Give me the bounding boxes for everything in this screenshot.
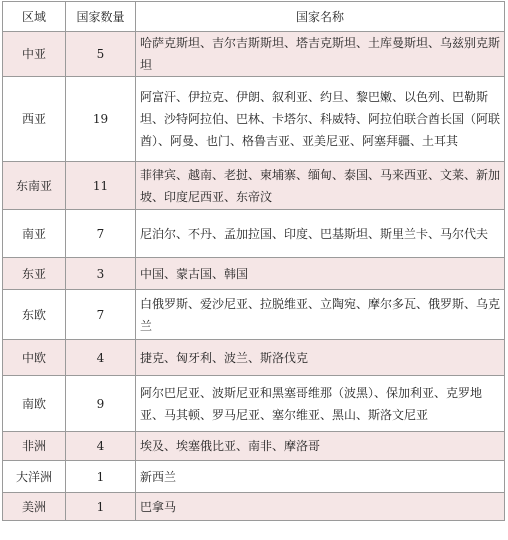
names-cell: 中国、蒙古国、韩国 [136, 258, 505, 290]
names-cell: 阿富汗、伊拉克、伊朗、叙利亚、约旦、黎巴嫩、以色列、巴勒斯坦、沙特阿拉伯、巴林、卡塔尔、科威特、阿拉伯联合酋长国（阿联酋）、阿曼、也门、格鲁吉亚、亚美尼亚、阿塞拜疆、土耳其 [136, 77, 505, 162]
header-region: 区域 [3, 2, 66, 32]
count-cell: 3 [66, 258, 136, 290]
table-row [3, 340, 505, 376]
names-cell: 巴拿马 [136, 493, 505, 521]
count-cell: 7 [66, 210, 136, 258]
region-cell: 西亚 [3, 77, 66, 162]
count-cell: 5 [66, 32, 136, 77]
region-country-table [2, 1, 505, 521]
count-cell: 4 [66, 432, 136, 461]
names-cell: 埃及、埃塞俄比亚、南非、摩洛哥 [136, 432, 505, 461]
table-row [3, 162, 505, 210]
table-row [3, 376, 505, 432]
names-cell: 阿尔巴尼亚、波斯尼亚和黑塞哥维那（波黑）、保加利亚、克罗地亚、马其顿、罗马尼亚、塞尔维亚、黑山、斯洛文尼亚 [136, 376, 505, 432]
count-cell: 1 [66, 461, 136, 493]
count-cell: 9 [66, 376, 136, 432]
region-cell: 南亚 [3, 210, 66, 258]
region-cell: 美洲 [3, 493, 66, 521]
count-cell: 1 [66, 493, 136, 521]
count-cell: 4 [66, 340, 136, 376]
names-cell: 捷克、匈牙利、波兰、斯洛伐克 [136, 340, 505, 376]
names-cell: 尼泊尔、不丹、孟加拉国、印度、巴基斯坦、斯里兰卡、马尔代夫 [136, 210, 505, 258]
count-cell: 11 [66, 162, 136, 210]
count-cell: 19 [66, 77, 136, 162]
names-cell: 哈萨克斯坦、吉尔吉斯斯坦、塔吉克斯坦、土库曼斯坦、乌兹别克斯坦 [136, 32, 505, 77]
region-cell: 南欧 [3, 376, 66, 432]
count-cell: 7 [66, 290, 136, 340]
table-row [3, 258, 505, 290]
region-cell: 东欧 [3, 290, 66, 340]
names-cell: 新西兰 [136, 461, 505, 493]
region-cell: 中亚 [3, 32, 66, 77]
region-cell: 东亚 [3, 258, 66, 290]
table-row [3, 461, 505, 493]
header-count: 国家数量 [66, 2, 136, 32]
table-row [3, 290, 505, 340]
header-names: 国家名称 [136, 2, 505, 32]
table-row [3, 32, 505, 77]
region-cell: 东南亚 [3, 162, 66, 210]
table-row [3, 432, 505, 461]
table-header-row [3, 2, 505, 32]
table-row [3, 493, 505, 521]
names-cell: 白俄罗斯、爱沙尼亚、拉脱维亚、立陶宛、摩尔多瓦、俄罗斯、乌克兰 [136, 290, 505, 340]
table-row [3, 210, 505, 258]
names-cell: 菲律宾、越南、老挝、柬埔寨、缅甸、泰国、马来西亚、文莱、新加坡、印度尼西亚、东帝汶 [136, 162, 505, 210]
region-cell: 非洲 [3, 432, 66, 461]
region-cell: 中欧 [3, 340, 66, 376]
table-row [3, 77, 505, 162]
region-cell: 大洋洲 [3, 461, 66, 493]
